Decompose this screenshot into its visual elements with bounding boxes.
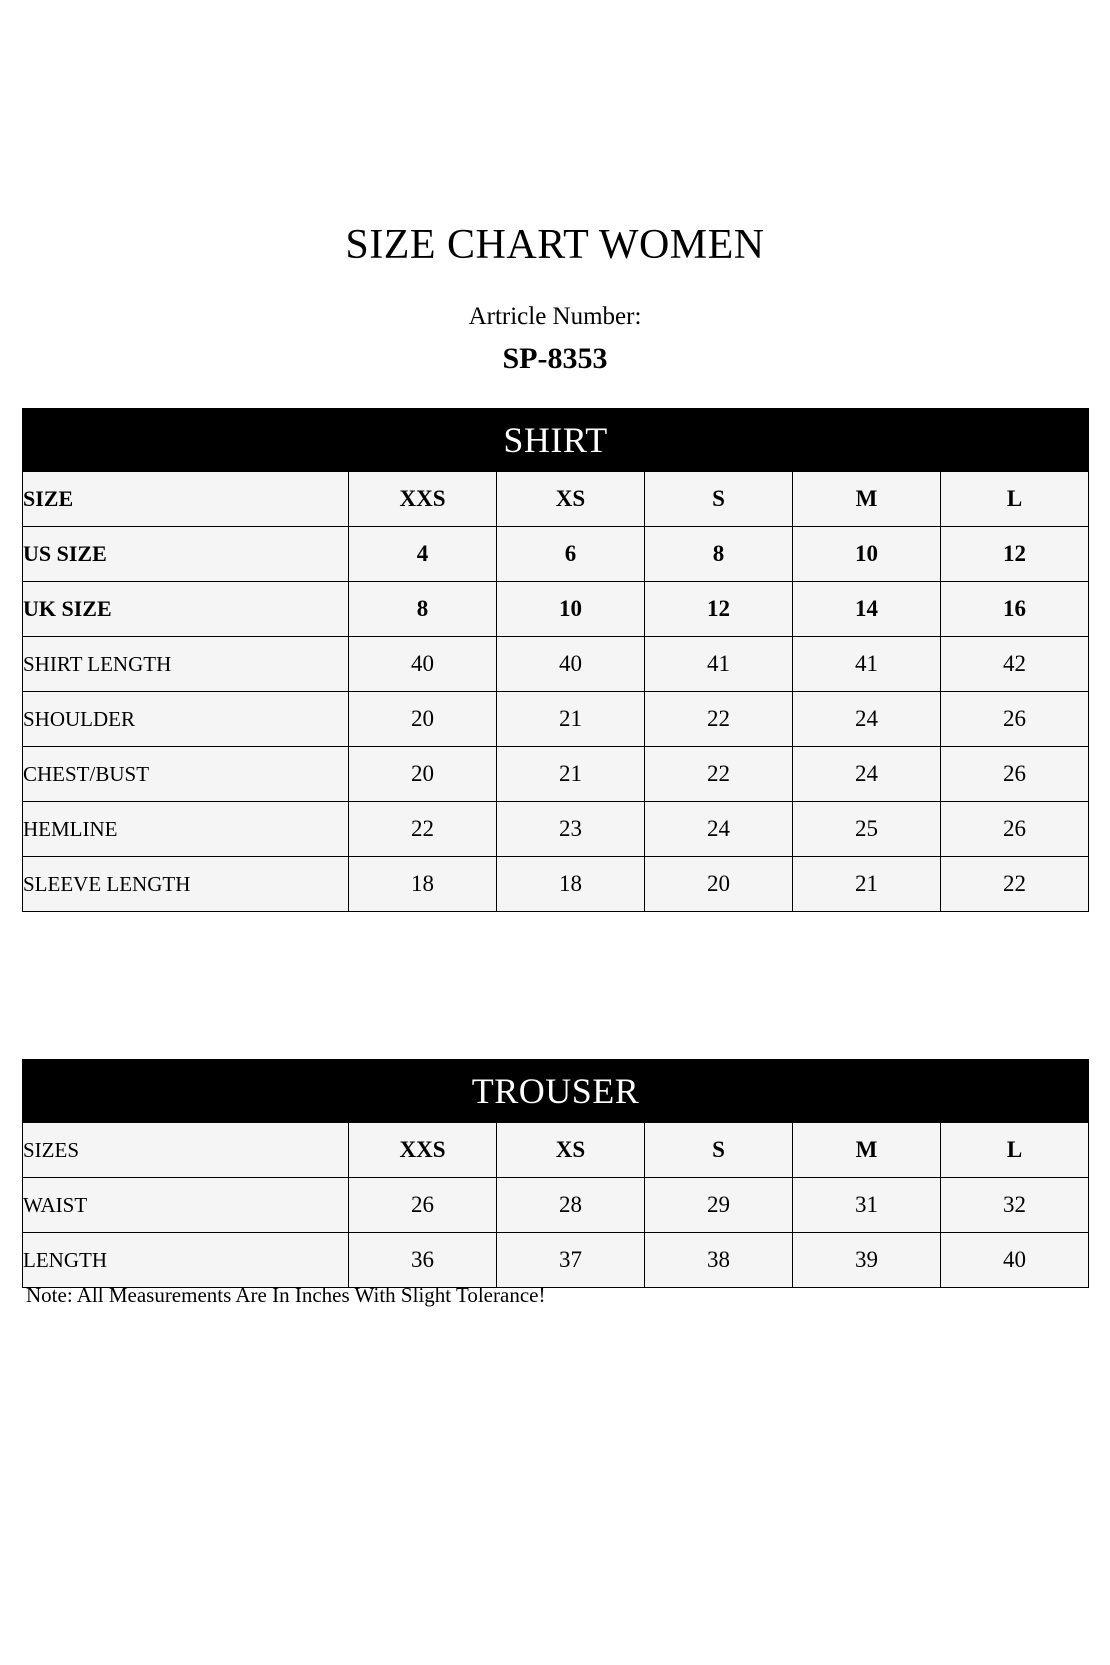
trouser-cell: 31 (793, 1178, 941, 1233)
shirt-cell: 26 (941, 802, 1089, 857)
shirt-cell: 16 (941, 582, 1089, 637)
table-row (23, 747, 1089, 802)
trouser-cell: 38 (645, 1233, 793, 1288)
shirt-cell: 24 (645, 802, 793, 857)
table-band-row (23, 409, 1089, 472)
trouser-cell: 40 (941, 1233, 1089, 1288)
shirt-cell: 22 (349, 802, 497, 857)
shirt-header-size-xs: XS (497, 472, 645, 527)
trouser-header-label: SIZES (23, 1123, 349, 1178)
shirt-cell: 8 (645, 527, 793, 582)
shirt-size-table (22, 408, 1089, 912)
shirt-cell: 20 (349, 692, 497, 747)
shirt-row-label-shoulder: SHOULDER (23, 692, 349, 747)
table-row (23, 692, 1089, 747)
trouser-cell: 29 (645, 1178, 793, 1233)
shirt-cell: 22 (645, 747, 793, 802)
table-row (23, 637, 1089, 692)
shirt-header-size-l: L (941, 472, 1089, 527)
trouser-size-table (22, 1059, 1089, 1288)
table-row (23, 1233, 1089, 1288)
shirt-cell: 41 (793, 637, 941, 692)
trouser-row-label-waist: WAIST (23, 1178, 349, 1233)
trouser-cell: 39 (793, 1233, 941, 1288)
shirt-cell: 40 (349, 637, 497, 692)
article-number-value: SP-8353 (502, 342, 608, 375)
shirt-cell: 25 (793, 802, 941, 857)
shirt-header-size-xxs: XXS (349, 472, 497, 527)
shirt-row-label-uk-size: UK SIZE (23, 582, 349, 637)
trouser-header-size-l: L (941, 1123, 1089, 1178)
shirt-cell: 23 (497, 802, 645, 857)
shirt-cell: 4 (349, 527, 497, 582)
shirt-row-label-us-size: US SIZE (23, 527, 349, 582)
shirt-header-label: SIZE (23, 472, 349, 527)
shirt-cell: 10 (793, 527, 941, 582)
table-header-row (23, 472, 1089, 527)
article-number-label: Artricle Number: (468, 303, 642, 330)
shirt-cell: 40 (497, 637, 645, 692)
table-row (23, 857, 1089, 912)
shirt-cell: 12 (941, 527, 1089, 582)
shirt-cell: 18 (349, 857, 497, 912)
shirt-cell: 12 (645, 582, 793, 637)
table-header-row (23, 1123, 1089, 1178)
trouser-cell: 36 (349, 1233, 497, 1288)
trouser-header-size-s: S (645, 1123, 793, 1178)
shirt-cell: 21 (497, 692, 645, 747)
shirt-cell: 24 (793, 747, 941, 802)
shirt-cell: 24 (793, 692, 941, 747)
shirt-cell: 42 (941, 637, 1089, 692)
shirt-cell: 10 (497, 582, 645, 637)
table-row (23, 582, 1089, 637)
page-title: SIZE CHART WOMEN (345, 222, 765, 268)
table-band-row (23, 1060, 1089, 1123)
shirt-row-label-shirt-length: SHIRT LENGTH (23, 637, 349, 692)
shirt-cell: 22 (645, 692, 793, 747)
shirt-cell: 6 (497, 527, 645, 582)
trouser-header-size-xs: XS (497, 1123, 645, 1178)
table-row (23, 1178, 1089, 1233)
shirt-cell: 22 (941, 857, 1089, 912)
measurement-note: Note: All Measurements Are In Inches With Slight Tolerance! (26, 1283, 546, 1307)
shirt-cell: 21 (793, 857, 941, 912)
shirt-row-label-hemline: HEMLINE (23, 802, 349, 857)
shirt-cell: 14 (793, 582, 941, 637)
shirt-cell: 8 (349, 582, 497, 637)
shirt-header-size-s: S (645, 472, 793, 527)
shirt-cell: 26 (941, 747, 1089, 802)
shirt-header-size-m: M (793, 472, 941, 527)
trouser-row-label-length: LENGTH (23, 1233, 349, 1288)
shirt-band-title: SHIRT (23, 409, 1089, 472)
shirt-cell: 20 (645, 857, 793, 912)
trouser-cell: 28 (497, 1178, 645, 1233)
shirt-cell: 20 (349, 747, 497, 802)
trouser-cell: 32 (941, 1178, 1089, 1233)
table-row (23, 802, 1089, 857)
table-row (23, 527, 1089, 582)
trouser-cell: 26 (349, 1178, 497, 1233)
shirt-cell: 18 (497, 857, 645, 912)
trouser-header-size-m: M (793, 1123, 941, 1178)
trouser-band-title: TROUSER (23, 1060, 1089, 1123)
shirt-cell: 26 (941, 692, 1089, 747)
trouser-header-size-xxs: XXS (349, 1123, 497, 1178)
shirt-row-label-sleeve-length: SLEEVE LENGTH (23, 857, 349, 912)
shirt-cell: 21 (497, 747, 645, 802)
shirt-cell: 41 (645, 637, 793, 692)
shirt-row-label-chest-bust: CHEST/BUST (23, 747, 349, 802)
trouser-cell: 37 (497, 1233, 645, 1288)
